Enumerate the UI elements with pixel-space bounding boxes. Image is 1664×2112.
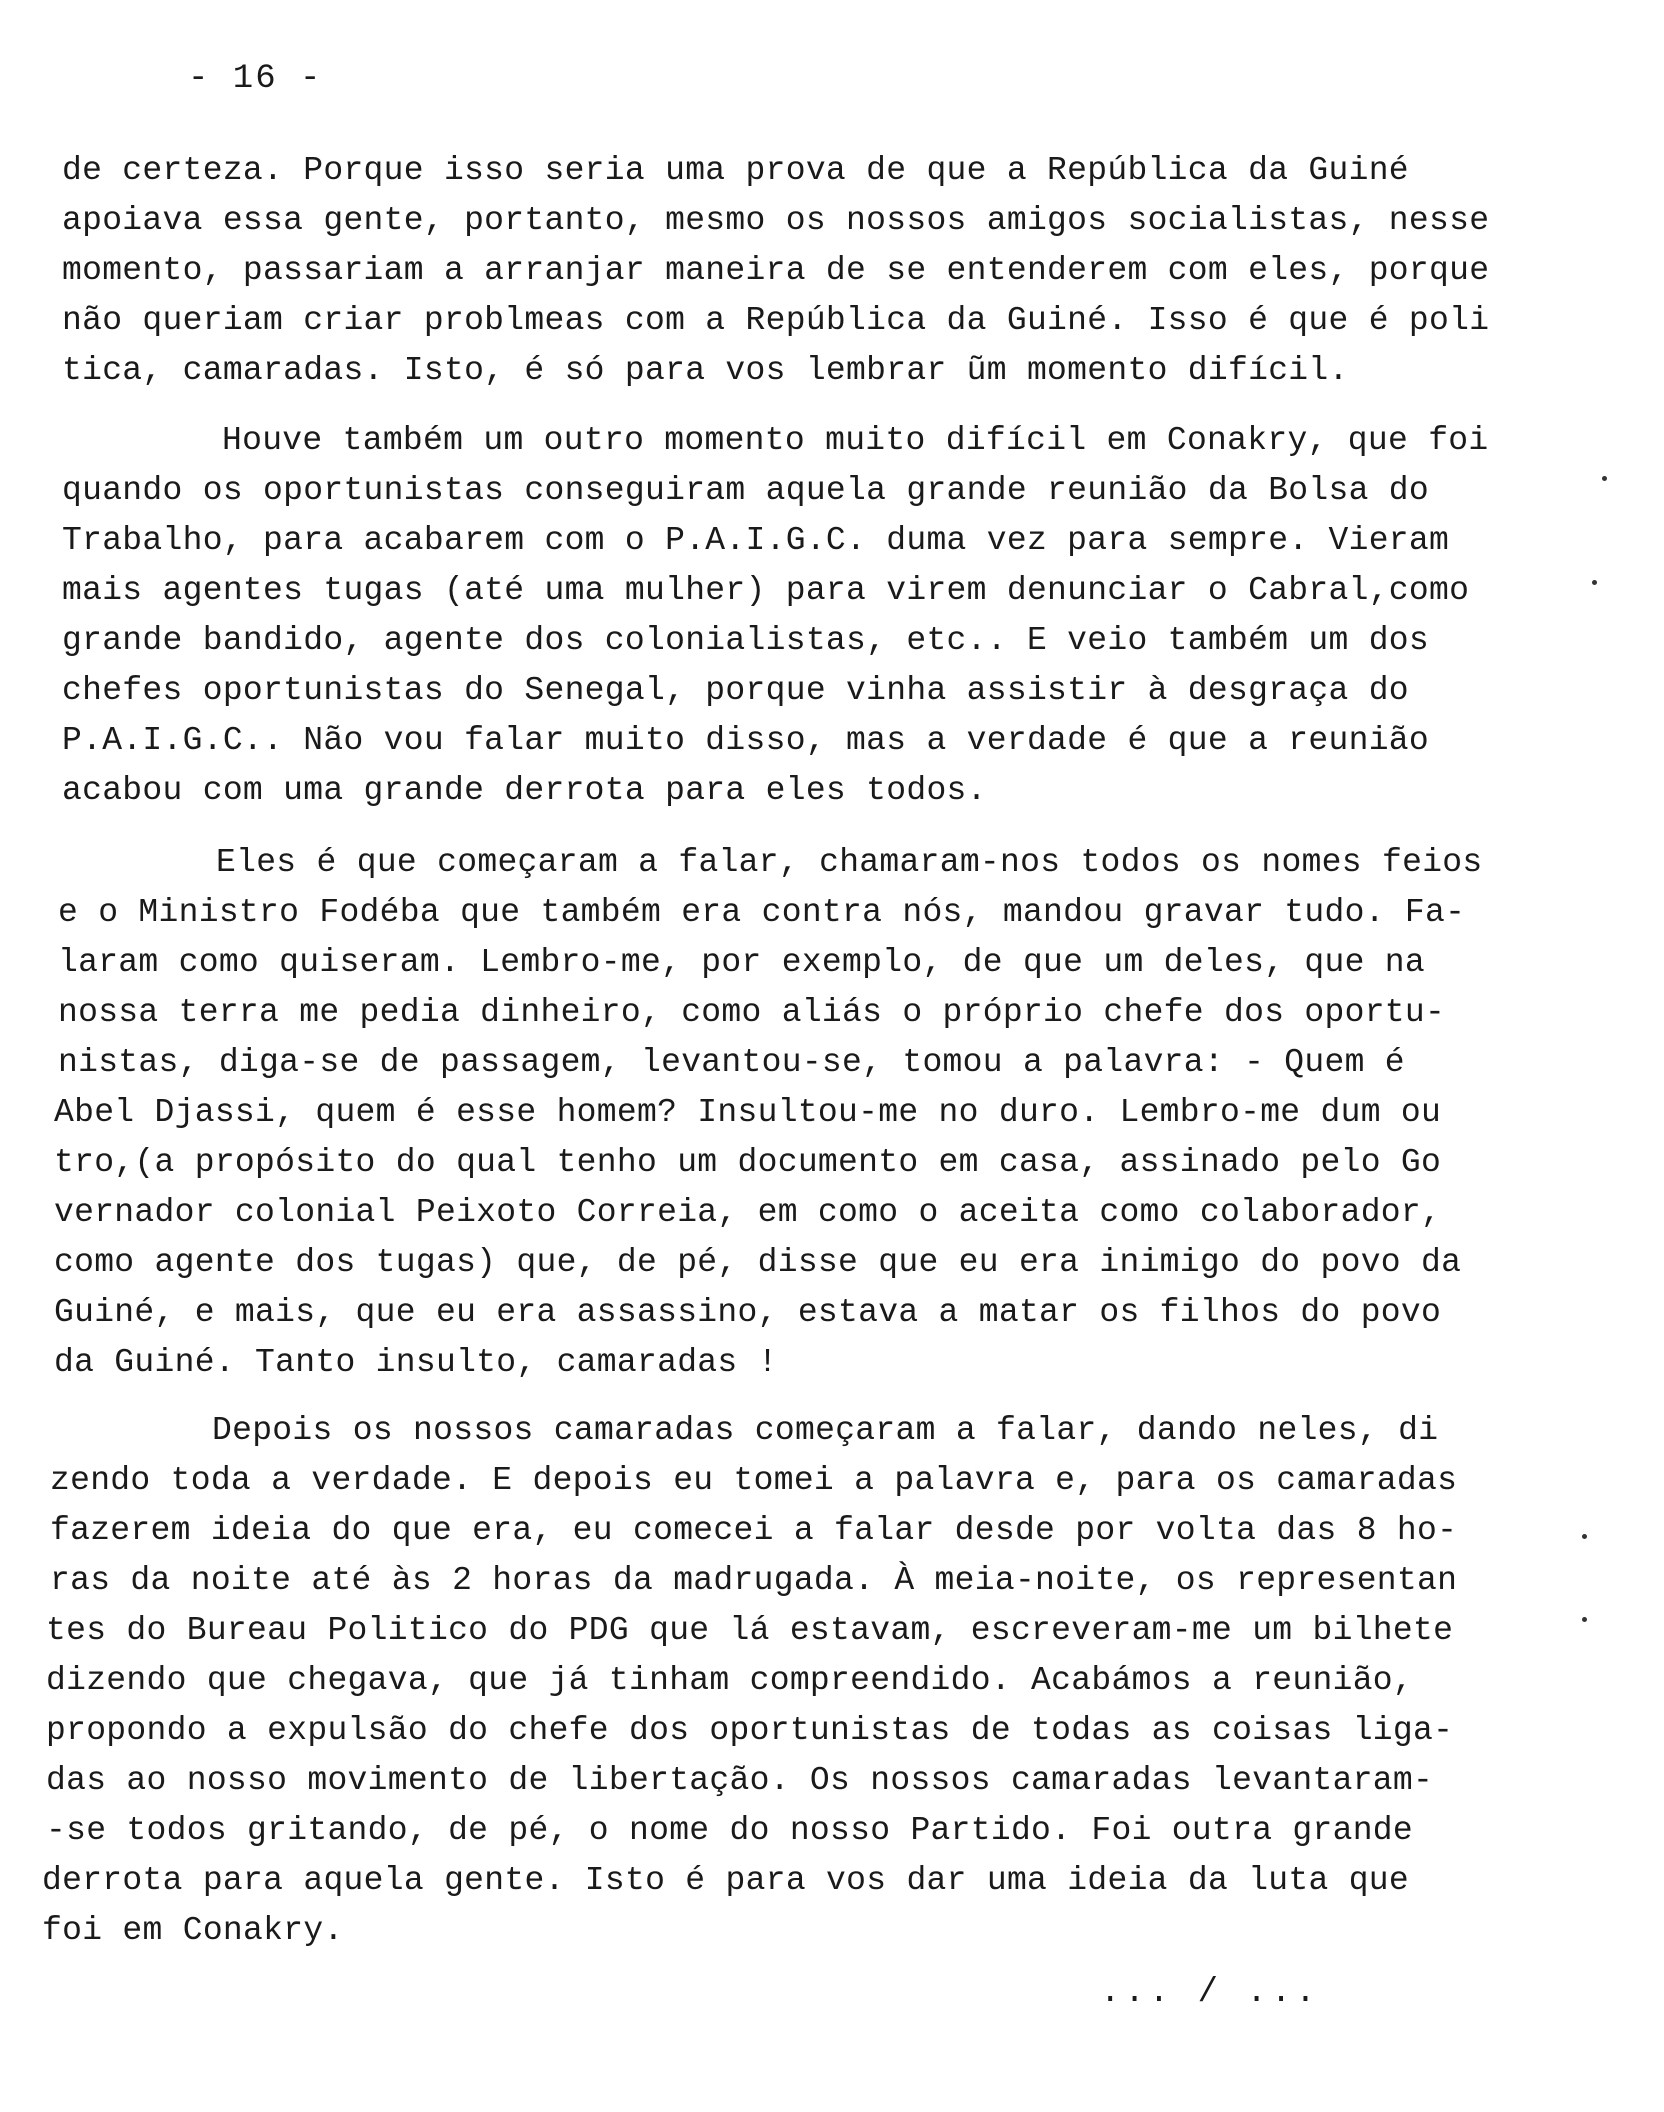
text-line: derrota para aquela gente. Isto é para vos dar uma ideia da luta que	[42, 1862, 1410, 1899]
page-number: - 16 -	[188, 60, 323, 98]
text-line: foi em Conakry.	[42, 1912, 344, 1949]
text-line: propondo a expulsão do chefe dos oportunistas de todas as coisas liga-	[46, 1712, 1454, 1749]
text-line: fazerem ideia do que era, eu comecei a falar desde por volta das 8 ho-	[50, 1512, 1458, 1549]
text-line: zendo toda a verdade. E depois eu tomei a palavra e, para os camaradas	[50, 1462, 1458, 1499]
scan-speck	[1602, 476, 1607, 481]
text-line: Trabalho, para acabarem com o P.A.I.G.C. duma vez para sempre. Vieram	[62, 522, 1450, 559]
text-line: vernador colonial Peixoto Correia, em como o aceita como colaborador,	[54, 1194, 1442, 1231]
text-line: ras da noite até às 2 horas da madrugada. À meia-noite, os representan	[50, 1562, 1458, 1599]
text-line: Eles é que começaram a falar, chamaram-nos todos os nomes feios	[216, 844, 1483, 881]
text-line: quando os oportunistas conseguiram aquela grande reunião da Bolsa do	[62, 472, 1430, 509]
text-line: nistas, diga-se de passagem, levantou-se, tomou a palavra: - Quem é	[58, 1044, 1405, 1081]
text-line: tes do Bureau Politico do PDG que lá estavam, escreveram-me um bilhete	[46, 1612, 1454, 1649]
text-line: grande bandido, agente dos colonialistas, etc.. E veio também um dos	[62, 622, 1430, 659]
text-line: Abel Djassi, quem é esse homem? Insultou-me no duro. Lembro-me dum ou	[54, 1094, 1442, 1131]
text-line: não queriam criar problmeas com a República da Guiné. Isso é que é poli	[62, 302, 1490, 339]
text-line: nossa terra me pedia dinheiro, como aliás o próprio chefe dos oportu-	[58, 994, 1446, 1031]
text-line: acabou com uma grande derrota para eles todos.	[62, 772, 987, 809]
text-line: tica, camaradas. Isto, é só para vos lembrar ũm momento difícil.	[62, 352, 1349, 389]
text-line: tro,(a propósito do qual tenho um documento em casa, assinado pelo Go	[54, 1144, 1442, 1181]
text-line: apoiava essa gente, portanto, mesmo os nossos amigos socialistas, nesse	[62, 202, 1490, 239]
text-line: laram como quiseram. Lembro-me, por exemplo, de que um deles, que na	[58, 944, 1426, 981]
text-line: mais agentes tugas (até uma mulher) para virem denunciar o Cabral,como	[62, 572, 1470, 609]
scan-speck	[1582, 1617, 1587, 1622]
text-line: como agente dos tugas) que, de pé, disse que eu era inimigo do povo da	[54, 1244, 1462, 1281]
text-line: Houve também um outro momento muito difícil em Conakry, que foi	[222, 422, 1489, 459]
continuation-mark: ... / ...	[1100, 1974, 1320, 2012]
text-line: da Guiné. Tanto insulto, camaradas !	[54, 1344, 778, 1381]
text-line: dizendo que chegava, que já tinham compreendido. Acabámos a reunião,	[46, 1662, 1414, 1699]
text-line: Depois os nossos camaradas começaram a falar, dando neles, di	[212, 1412, 1439, 1449]
text-line: P.A.I.G.C.. Não vou falar muito disso, mas a verdade é que a reunião	[62, 722, 1430, 759]
text-line: momento, passariam a arranjar maneira de se entenderem com eles, porque	[62, 252, 1490, 289]
text-line: e o Ministro Fodéba que também era contra nós, mandou gravar tudo. Fa-	[58, 894, 1466, 931]
text-line: Guiné, e mais, que eu era assassino, estava a matar os filhos do povo	[54, 1294, 1442, 1331]
scan-speck	[1582, 1534, 1587, 1539]
text-line: chefes oportunistas do Senegal, porque vinha assistir à desgraça do	[62, 672, 1409, 709]
text-line: -se todos gritando, de pé, o nome do nosso Partido. Foi outra grande	[46, 1812, 1414, 1849]
scan-speck	[1592, 580, 1597, 585]
text-line: de certeza. Porque isso seria uma prova de que a República da Guiné	[62, 152, 1409, 189]
text-line: das ao nosso movimento de libertação. Os nossos camaradas levantaram-	[46, 1762, 1434, 1799]
